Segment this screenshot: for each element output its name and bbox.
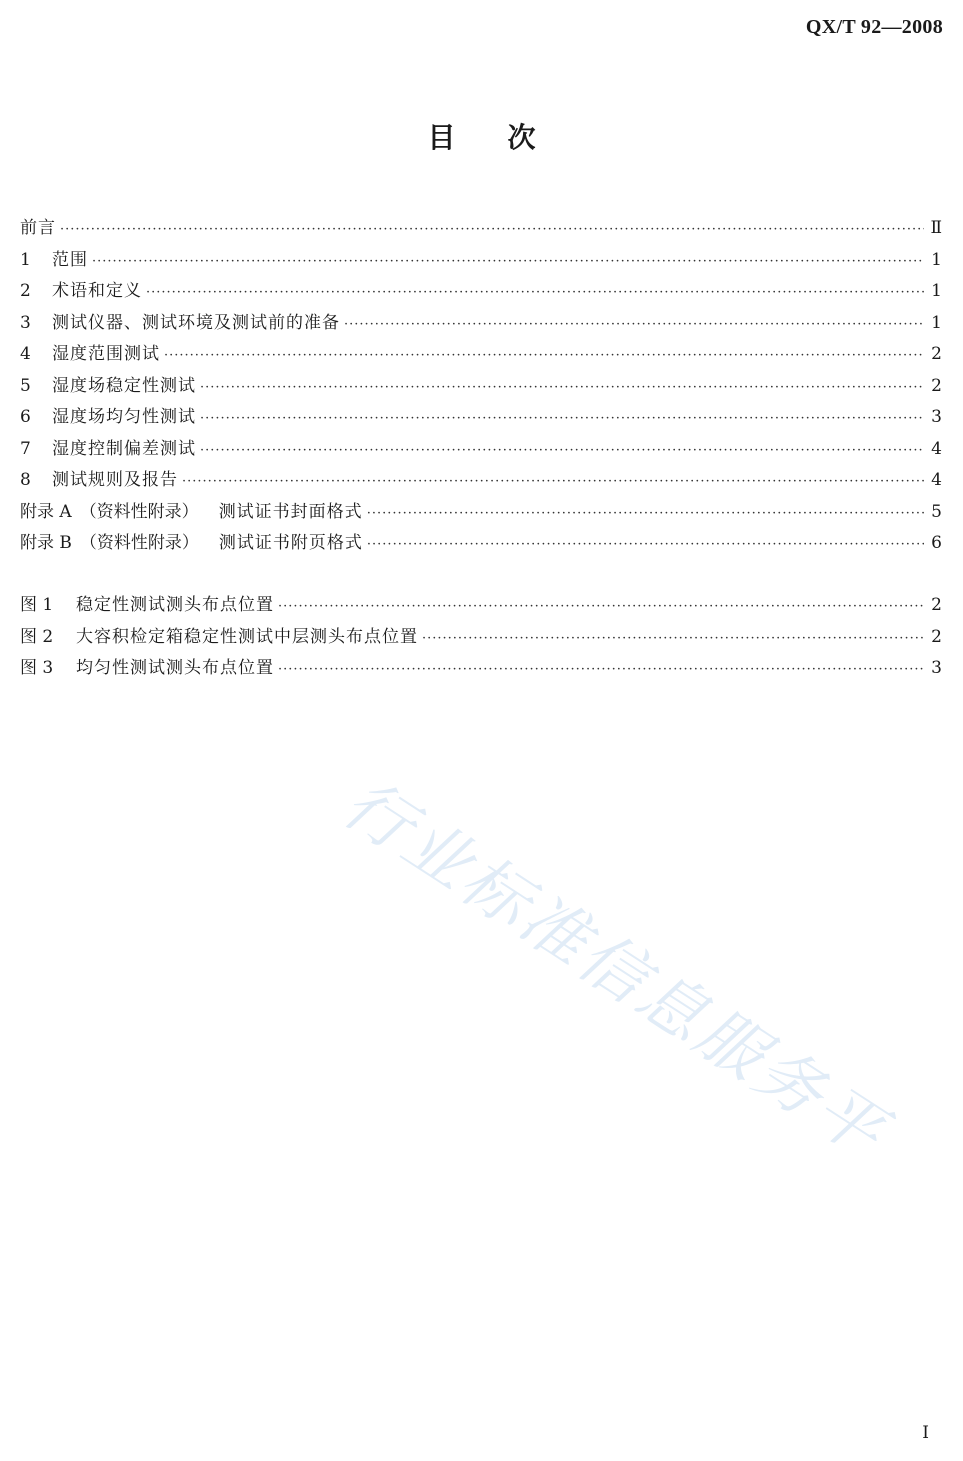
leader-dots <box>278 599 924 614</box>
toc-entry-title: 湿度范围测试 <box>52 344 160 364</box>
toc-entry-number: 6 <box>20 407 31 427</box>
toc-figure-number: 图 2 <box>20 626 54 647</box>
toc-page-number: 4 <box>931 438 942 459</box>
toc-entry-number: 5 <box>20 375 31 396</box>
toc-entry-label <box>20 276 142 301</box>
toc-page-number: 1 <box>931 281 942 301</box>
leader-dots <box>278 662 924 677</box>
toc-page-number: 1 <box>931 312 942 333</box>
toc-entry-3[interactable] <box>20 308 942 340</box>
toc-figure-number: 图 3 <box>20 658 54 678</box>
toc-entry-number: 1 <box>20 249 31 270</box>
toc-entry-label <box>20 465 178 490</box>
leader-dots <box>164 348 924 363</box>
toc-entry-label <box>20 371 196 396</box>
toc-entry-title: 湿度控制偏差测试 <box>52 438 196 459</box>
toc-entry-label <box>20 590 274 615</box>
toc-entry-7[interactable] <box>20 434 942 466</box>
toc-page-number: 3 <box>931 658 942 678</box>
toc-figure-number: 图 1 <box>20 595 54 615</box>
watermark: 行业标准信息服务平 <box>329 764 901 1173</box>
toc-entry-label <box>20 434 196 459</box>
leader-dots <box>60 222 924 237</box>
leader-dots <box>182 474 924 489</box>
toc-entry-2[interactable] <box>20 276 942 308</box>
toc-entry-number: 2 <box>20 281 31 301</box>
toc-entry-number: 8 <box>20 470 31 490</box>
toc-entry-title: 测试仪器、测试环境及测试前的准备 <box>52 312 340 333</box>
toc-figure-title: 大容积检定箱稳定性测试中层测头布点位置 <box>76 626 418 647</box>
toc-entry-appendix-b[interactable] <box>20 528 942 560</box>
toc-entry-number: 4 <box>20 344 31 364</box>
toc-entry-label <box>20 622 418 647</box>
toc-entry-appendix-a[interactable] <box>20 497 942 529</box>
toc-page-number: 2 <box>931 626 942 647</box>
toc-entry-number: 7 <box>20 438 31 459</box>
toc-entry-title: 范围 <box>52 249 88 270</box>
toc-page-number: Ⅱ <box>930 218 942 238</box>
toc-entry-title: 术语和定义 <box>52 281 142 301</box>
toc-entry-title: 测试规则及报告 <box>52 470 178 490</box>
leader-dots <box>92 254 924 269</box>
toc-entry-label <box>20 213 56 238</box>
leader-dots <box>200 443 924 458</box>
toc-entry-label <box>20 528 363 553</box>
toc-page-number: 2 <box>931 375 942 396</box>
toc-entry-label <box>20 339 160 364</box>
toc-entry-6[interactable] <box>20 402 942 434</box>
toc-entry-5[interactable] <box>20 371 942 403</box>
toc-entry-label <box>20 245 88 270</box>
page-title: 目次 <box>427 121 588 154</box>
leader-dots <box>367 537 924 552</box>
toc-page-number: 4 <box>931 470 942 490</box>
leader-dots <box>146 285 924 300</box>
standard-number: QX/T 92—2008 <box>805 16 943 38</box>
toc-entry-label <box>20 497 363 522</box>
toc-sections <box>20 213 942 560</box>
toc-figures <box>20 590 942 685</box>
toc-page-number: 2 <box>931 595 942 615</box>
toc-figure-1[interactable] <box>20 590 942 622</box>
toc-entry-number: 附录 A <box>20 501 72 522</box>
toc-entry-label <box>20 653 274 678</box>
leader-dots <box>367 506 924 521</box>
toc-page-number: 3 <box>931 407 942 427</box>
toc-figure-2[interactable] <box>20 622 942 654</box>
toc-entry-1[interactable] <box>20 245 942 277</box>
page-number: Ⅰ <box>922 1423 929 1443</box>
leader-dots <box>200 411 924 426</box>
toc-entry-label <box>20 308 340 333</box>
toc-page-number: 1 <box>931 249 942 270</box>
toc-page-number: 6 <box>931 533 942 553</box>
toc-figure-3[interactable] <box>20 653 942 685</box>
toc-page-number: 5 <box>931 501 942 522</box>
toc-entry-number: 附录 B <box>20 533 72 553</box>
leader-dots <box>200 380 924 395</box>
toc-entry-title: 测试证书附页格式 <box>218 533 363 553</box>
toc-entry-number: 3 <box>20 312 31 333</box>
toc-entry-4[interactable] <box>20 339 942 371</box>
toc-entry-title: 湿度场稳定性测试 <box>52 375 196 396</box>
toc-annex-type: （资料性附录） <box>79 501 199 522</box>
toc-figure-title: 均匀性测试测头布点位置 <box>76 658 274 678</box>
leader-dots <box>344 317 924 332</box>
toc-entry-8[interactable] <box>20 465 942 497</box>
toc-annex-type: （资料性附录） <box>79 533 199 553</box>
toc-page-number: 2 <box>931 344 942 364</box>
toc-entry-title: 测试证书封面格式 <box>218 501 363 522</box>
toc-entry-foreword[interactable] <box>20 213 942 245</box>
leader-dots <box>422 631 924 646</box>
toc-entry-label <box>20 402 196 427</box>
toc-entry-title: 湿度场均匀性测试 <box>52 407 196 427</box>
toc-entry-title: 前言 <box>20 218 56 238</box>
toc-figure-title: 稳定性测试测头布点位置 <box>76 595 274 615</box>
